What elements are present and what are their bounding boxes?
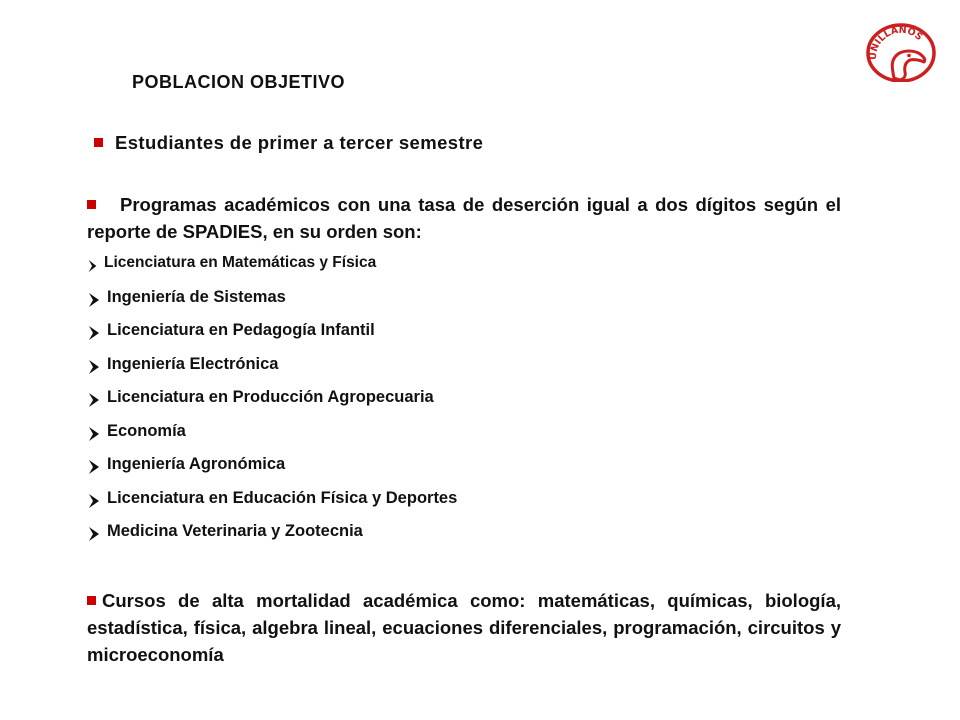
program-name: Medicina Veterinaria y Zootecnia bbox=[107, 522, 363, 540]
square-bullet-icon bbox=[87, 200, 96, 209]
arrow-bullet-icon bbox=[87, 257, 104, 275]
square-bullet-icon bbox=[87, 596, 96, 605]
program-name: Licenciatura en Producción Agropecuaria bbox=[107, 388, 434, 406]
arrow-bullet-icon bbox=[87, 492, 107, 510]
program-list bbox=[87, 254, 457, 556]
point-text: Estudiantes de primer a tercer semestre bbox=[115, 132, 484, 153]
page-title: POBLACION OBJETIVO bbox=[132, 72, 346, 92]
point-text: Cursos de alta mortalidad académica como: matemáticas, químicas, biología, estadística, física, algebra lineal, ecuaciones diferenciales, programación, circuitos y microeconomía bbox=[87, 590, 841, 665]
unillanos-logo bbox=[864, 20, 936, 82]
arrow-bullet-icon bbox=[87, 391, 107, 409]
list-item bbox=[87, 522, 457, 556]
arrow-bullet-icon bbox=[87, 358, 107, 376]
svg-text:UNILLANOS: UNILLANOS bbox=[867, 24, 925, 61]
program-name: Economía bbox=[107, 421, 186, 440]
point-text: Programas académicos con una tasa de deserción igual a dos dígitos según el reporte de SPADIES, en su orden son: bbox=[87, 194, 841, 242]
list-item bbox=[87, 422, 457, 456]
target-point-students bbox=[94, 132, 483, 154]
arrow-bullet-icon bbox=[87, 525, 107, 543]
square-bullet-icon bbox=[94, 138, 103, 147]
list-item bbox=[87, 489, 457, 523]
list-item bbox=[87, 254, 457, 288]
list-item bbox=[87, 355, 457, 389]
program-name: Ingeniería de Sistemas bbox=[107, 287, 286, 306]
program-name: Licenciatura en Pedagogía Infantil bbox=[107, 321, 375, 339]
arrow-bullet-icon bbox=[87, 458, 107, 476]
list-item bbox=[87, 388, 457, 422]
arrow-bullet-icon bbox=[87, 324, 107, 342]
arrow-bullet-icon bbox=[87, 425, 107, 443]
program-name: Ingeniería Electrónica bbox=[107, 354, 279, 373]
target-point-programs bbox=[87, 191, 841, 245]
target-point-courses bbox=[87, 587, 841, 668]
program-name: Licenciatura en Educación Física y Deportes bbox=[107, 488, 458, 507]
program-name: Licenciatura en Matemáticas y Física bbox=[104, 254, 377, 271]
program-name: Ingeniería Agronómica bbox=[107, 455, 286, 473]
list-item bbox=[87, 455, 457, 489]
arrow-bullet-icon bbox=[87, 291, 107, 309]
list-item bbox=[87, 288, 457, 322]
list-item bbox=[87, 321, 457, 355]
